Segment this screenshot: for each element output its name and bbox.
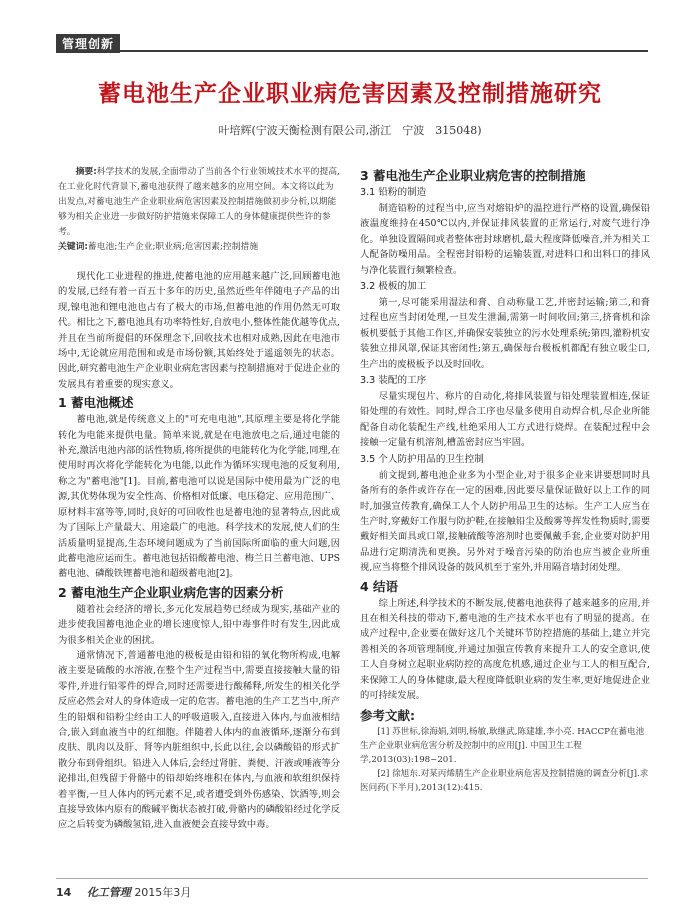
reference-item: [2] 徐旭东.对某丙烯腈生产企业职业病危害及控制措施的调查分析[J].求医问药(下半月),2013(12):415. (360, 769, 649, 794)
subsection-3-5-text: 前文提到,蓄电池企业多为小型企业,对于很多企业来讲要想同时具备所有的条件或许存在一定的困难,因此要尽量保证做好以上工作的同时,加强宣传教育,确保工人个人防护用品卫生的达标。生产工人应当在生产时,穿戴好工作服与防护鞋,在接触铅尘及酸雾等挥发性物质时,需要戴好相关面具或口罩,接触硫酸等溶剂时也要佩戴手套,企业要对防护用品进行定期清洗和更换。另外对于噪音污染的防治也应当被企业所重视,应当将整个排风设备的鼓风机至于室外,并用隔音墙封闭处理。 (360, 469, 650, 574)
subsection-3-2-heading: 3.2 极板的加工 (360, 281, 427, 293)
references-heading: 参考文献: (360, 708, 415, 724)
subsection-3-3-text: 尽量实现包片、称片的自动化,将排风装置与铅处理装置相连,保证铅处理的有效性。同时,焊合工序也尽量多使用自动焊合机,尽企业所能配备自动化装配生产线,杜绝采用人工方式进行烧焊。在装配过程中会接触一定量有机溶剂,槽盖密封应当牢固。 (360, 391, 650, 449)
keywords-text: 蓄电池;生产企业;职业病;危害因素;控制措施 (87, 242, 259, 252)
section-2-paragraph-1: 随着社会经济的增长,多元化发展趋势已经成为现实,基础产业的进步使我国蓄电池企业的增长速度惊人,铅中毒事件时有发生,因此成为很多相关企业的困扰。 (58, 603, 340, 646)
header-divider (56, 50, 648, 52)
left-column (58, 165, 340, 833)
issue-date: 2015年3月 (134, 886, 192, 899)
intro-paragraph: 现代化工业进程的推进,使蓄电池的应用越来越广泛,回顾蓄电池的发展,已经有着一百五十多年的历史,虽然近些年伴随电子产品的出现,镍电池和锂电池也占有了极大的市场,但蓄电池的作用仍然无可取代。相比之下,蓄电池具有功率特性好,自放电小,整体性能优越等优点,并且在当前所提倡的环保理念下,回收技术也相对成熟,因此在电池市场中,无论就应用范围和或是市场份额,其始终处于遥遥领先的状态。因此,研究蓄电池生产企业职业病危害因素与控制措施对于促进企业的发展具有着重要的现实意义。 (58, 271, 340, 390)
subsection-3-2-text: 第一,尽可能采用湿法和膏、自动称量工艺,并密封运输;第二,和膏过程也应当封闭处理,一旦发生泄漏,需第一时间收回;第三,挤膏机和涂板机要低于其他工作区,并确保安装独立的污水处理系统;第四,灌粉机安装独立排风罩,保证其密闭性;第五,确保每台极板机都配有独立吸尘口,生产出的废极板予以及时回收。 (360, 297, 650, 370)
abstract-label: 摘要: (75, 167, 97, 177)
subsection-3-1-text: 制造铅粉的过程当中,应当对熔铅炉的温控进行严格的设置,确保铅液温度维持在450℃以内,并保证排风装置的正常运行,对废气进行净化。单独设置隔间或者整体密封球磨机,最大程度降低噪音,并为相关工人配备防噪用品。全程密封铅粉的运输装置,对进料口和出料口的排风与净化装置行频繁检查。 (360, 203, 650, 276)
section-1-heading: 1 蓄电池概述 (58, 395, 134, 411)
right-column (360, 165, 650, 795)
section-2-paragraph-2: 通常情况下,普通蓄电池的极板是由铅和铅的氧化物所构成,电解液主要是硫酸的水溶液,在整个生产过程当中,需要直接接触大量的铅零件,并进行铅零件的焊合,同时还需要进行酸稀释,所发生的相关化学反应必然会对人的身体造成一定的危害。蓄电池的生产工艺当中,所产生的铅烟和铅粉尘经由工人的呼吸道吸入,直接进入体内,与血液相结合,嵌入到血液当中的红细胞。伴随着人体内的血液循环,逐渐分布到皮肤、肌肉以及肝、肾等内脏组织中,长此以往,会以磷酸铅的形式扩散分布到骨组织。铅进入人体后,会经过肾脏、粪便、汗液或唾液等分泌排出,但残留于骨骼中的铅却始终堆积在体内,与血液和软组织保持着平衡,一旦人体内的钙元素不足,或者遭受到外伤感染、饮酒等,则会直接导致体内原有的酸碱平衡状态被打破,骨骼内的磷酸铅经过化学反应之后转变为磷酸氢铅,进入血液便会直接导致中毒。 (58, 649, 340, 831)
abstract (58, 165, 340, 255)
subsection-3-3-heading: 3.3 装配的工序 (360, 375, 427, 387)
keywords-label: 关键词: (58, 242, 88, 252)
author-line: 叶培辉(宁波天衡检测有限公司,浙江 宁波 315048) (218, 124, 482, 137)
abstract-text: 科学技术的发展,全面带动了当前各个行业领域技术水平的提高,在工业化时代背景下,蓄电池获得了越来越多的应用空间。本文将以此为出发点,对蓄电池生产企业职业病危害因素及控制措施做初步分析,以期能够为相关企业进一步做好防护措施来保障工人的身体健康提供些许的参考。 (58, 167, 340, 237)
section-tag: 管理创新 (56, 34, 120, 53)
subsection-3-1-heading: 3.1 铅粉的制造 (360, 187, 427, 198)
magazine-name: 化工管理 (86, 886, 131, 899)
section-4-text: 综上所述,科学技术的不断发展,使蓄电池获得了越来越多的应用,并且在相关科技的带动下,蓄电池的生产技术水平也有了明显的提高。在成产过程中,企业要在做好这几个关键环节防控措施的基础上,建立并完善相关的各项管理制度,并通过加强宣传教育来提升工人的安全意识,使工人自身树立起职业病防控的高度危机感,通过企业与工人的相互配合,来保障工人的身体健康,最大程度降低职业病的发生率,更好地促进企业的可持续发展。 (360, 597, 650, 701)
reference-item: [1] 苏世标,徐海娟,刘明,杨敏,耿继武,陈建雄,李小亮. HACCP在蓄电池生产企业职业病危害分析及控制中的应用[J]. 中国卫生工程学,2013(03):198~201. (360, 727, 645, 766)
references (360, 707, 650, 795)
section-3-heading: 3 蓄电池生产企业职业病危害的控制措施 (360, 168, 586, 183)
section-2-heading: 2 蓄电池生产企业职业病危害的因素分析 (58, 584, 284, 600)
subsection-3-5-heading: 3.5 个人防护用品的卫生控制 (360, 453, 484, 465)
section-4-heading: 4 结语 (360, 578, 399, 594)
section-1-text: 蓄电池,就是传统意义上的"可充电电池",其原理主要是将化学能转化为电能来提供电量。简单来说,就是在电池放电之后,通过电能的补充,激活电池内部的活性物质,将所提供的电能转化为化学能,同理,在使用时再次将化学能转化为电能,以此作为循环实现电池的反复利用,称之为"蓄电池"[1]。目前,蓄电池可以说是国际中使用最为广泛的电源,其优势体现为安全性高、价格相对低廉、电压稳定、应用范围广、原材料丰富等等,同时,良好的可回收性也是蓄电池的显著特点,因此成为了国际上产量最大、用途最广的电池。科学技术的发展,使人们的生活质量明显提高,生态环境问题成为了当前国际所面临的重大问题,因此蓄电池应运而生。蓄电池包括铅酸蓄电池、梅兰日兰蓄电池、UPS蓄电池、磷酸铁锂蓄电池和超级蓄电池[2]。 (58, 414, 340, 580)
footer-divider (56, 878, 648, 879)
article-title: 蓄电池生产企业职业病危害因素及控制措施研究 (98, 81, 602, 107)
page-number: 14 (56, 886, 72, 899)
page-footer (56, 884, 648, 900)
